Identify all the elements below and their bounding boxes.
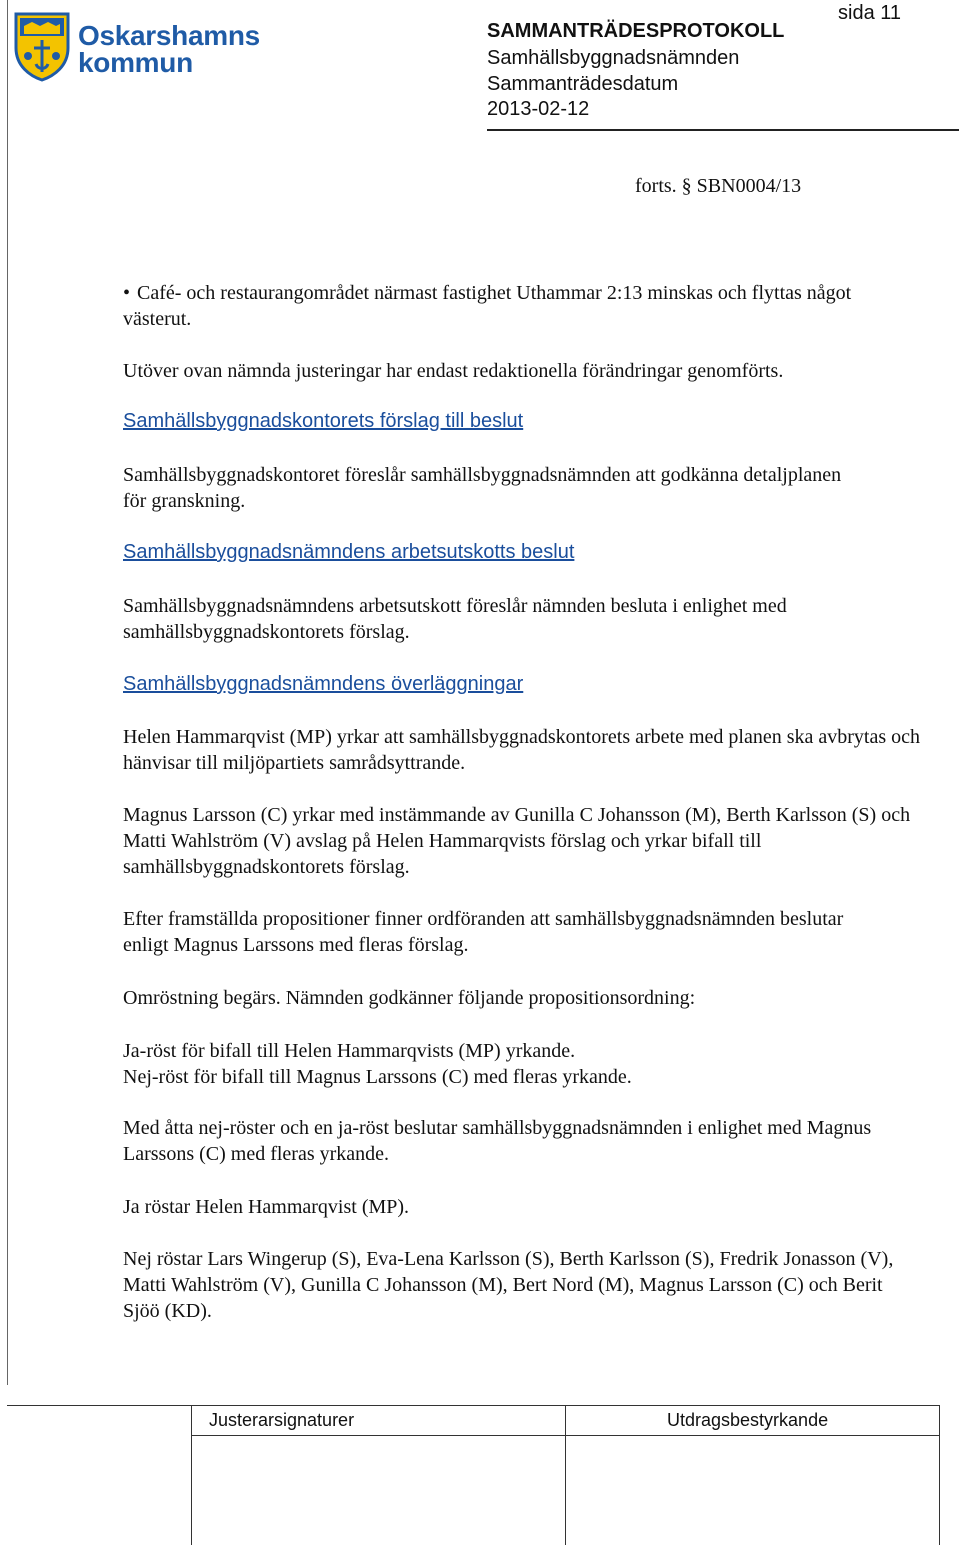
extract-certification-label: Utdragsbestyrkande (667, 1410, 829, 1430)
paragraph-changes: Utöver ovan nämnda justeringar har endast redaktionella förändringar genomförts. (123, 360, 784, 382)
paragraph-chair-finding: Efter framställda propositioner finner ordföranden att samhällsbyggnadsnämnden beslutar enligt Magnus Larssons med fleras förslag. (123, 908, 844, 956)
paragraph-yes-voters: Ja röstar Helen Hammarqvist (MP). (123, 1196, 410, 1218)
justerare-signatures-label: Justerarsignaturer (209, 1410, 355, 1430)
heading-committee-decision: Samhällsbyggnadsnämndens arbetsutskotts beslut (123, 541, 575, 563)
table-column-divider (939, 1405, 940, 1545)
header-rule (487, 129, 959, 131)
document-type: SAMMANTRÄDESPROTOKOLL (487, 20, 785, 42)
case-reference: forts. § SBN0004/13 (635, 175, 802, 197)
bullet-item: Café- och restaurangområdet närmast fastighet Uthammar 2:13 minskas och flyttas något västerut. (123, 282, 852, 330)
page-number: sida 11 (838, 2, 902, 24)
heading-office-proposal: Samhällsbyggnadskontorets förslag till beslut (123, 410, 524, 432)
logo-wordmark (78, 22, 260, 76)
paragraph-vote-result: Med åtta nej-röster och en ja-röst beslutar samhällsbyggnadsnämnden i enlighet med Magnus Larssons (C) med fleras yrkande. (123, 1117, 872, 1165)
left-margin-rule (7, 0, 8, 1385)
logo-line-2: kommun (78, 47, 193, 78)
organ-name: Samhällsbyggnadsnämnden (487, 47, 740, 69)
table-top-rule (7, 1405, 940, 1406)
paragraph-committee-decision: Samhällsbyggnadsnämndens arbetsutskott föreslår nämnden besluta i enlighet med samhällsbyggnadskontorets förslag. (123, 595, 787, 643)
paragraph-no-proposition: Nej-röst för bifall till Magnus Larssons (C) med fleras yrkande. (123, 1066, 632, 1088)
paragraph-no-voters: Nej röstar Lars Wingerup (S), Eva-Lena Karlsson (S), Berth Karlsson (S), Fredrik Jonasson (V), Matti Wahlström (V), Gunilla C Johansson (M), Bert Nord (M), Magnus Larsson (C) och Berit Sjöö (KD). (123, 1248, 894, 1322)
table-column-divider (565, 1405, 566, 1545)
heading-deliberations: Samhällsbyggnadsnämndens överläggningar (123, 673, 524, 695)
table-column-divider (191, 1405, 192, 1545)
bullet-icon: • (123, 282, 131, 304)
signature-table (7, 1405, 940, 1545)
paragraph-office-proposal: Samhällsbyggnadskontoret föreslår samhällsbyggnadsnämnden att godkänna detaljplanen för granskning. (123, 464, 842, 512)
paragraph-magnus-motion: Magnus Larsson (C) yrkar med instämmande av Gunilla C Johansson (M), Berth Karlsson (S) och Matti Wahlström (V) avslag på Helen Hammarqvists förslag och yrkar bifall till samhällsbyggnadskontorets förslag. (123, 804, 911, 878)
meeting-date-label: Sammanträdesdatum (487, 73, 679, 95)
paragraph-yes-proposition: Ja-röst för bifall till Helen Hammarqvists (MP) yrkande. (123, 1040, 576, 1062)
paragraph-vote-request: Omröstning begärs. Nämnden godkänner följande propositionsordning: (123, 987, 696, 1009)
paragraph-helen-motion: Helen Hammarqvist (MP) yrkar att samhällsbyggnadskontorets arbete med planen ska avbrytas och hänvisar till miljöpartiets samrådsyttrande. (123, 726, 921, 774)
coat-of-arms-icon (14, 12, 70, 82)
logo-line-1: Oskarshamns (78, 20, 260, 51)
oskarshamn-logo (14, 12, 264, 84)
meeting-date: 2013-02-12 (487, 98, 590, 120)
